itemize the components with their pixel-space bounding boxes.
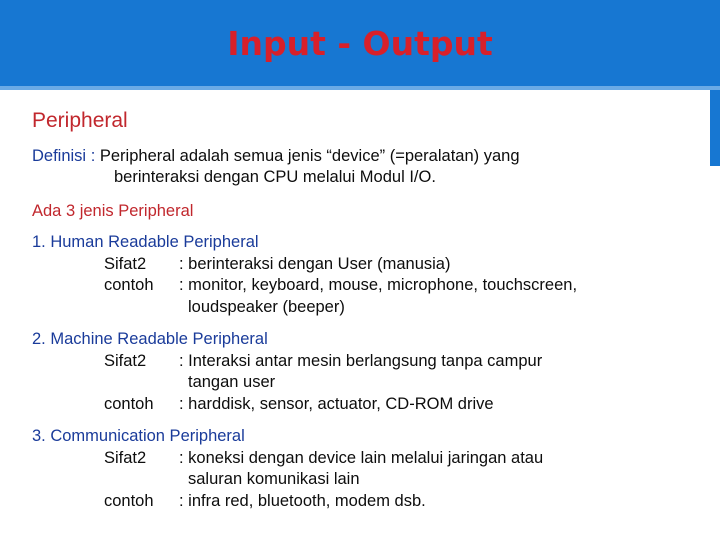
- peripheral-type-title: 3. Communication Peripheral: [32, 427, 245, 445]
- contoh-text: : infra red, bluetooth, modem dsb.: [179, 491, 426, 510]
- sifat-row: [32, 254, 702, 276]
- section-title: Peripheral: [32, 109, 128, 132]
- header-underline: [0, 86, 720, 90]
- sifat-row: [32, 448, 702, 491]
- sifat-text-cont: tangan user: [188, 373, 276, 391]
- peripheral-type-title: 2. Machine Readable Peripheral: [32, 330, 268, 348]
- sifat-text-cont: saluran komunikasi lain: [188, 470, 360, 488]
- contoh-row: [32, 394, 702, 416]
- sifat-row: [32, 351, 702, 394]
- contoh-text: : harddisk, sensor, actuator, CD-ROM drive: [179, 394, 494, 413]
- definition-line-2: berinteraksi dengan CPU melalui Modul I/O.: [114, 168, 436, 186]
- sifat-text: : berinteraksi dengan User (manusia): [179, 254, 451, 273]
- peripheral-type: [32, 329, 702, 415]
- peripheral-type: [32, 232, 702, 318]
- sifat-label: Sifat2: [104, 254, 147, 273]
- contoh-text-cont: loudspeaker (beeper): [188, 297, 345, 316]
- sifat-text: : Interaksi antar mesin berlangsung tanpa campur: [179, 351, 543, 370]
- contoh-label: contoh: [104, 276, 154, 294]
- right-accent-strip: [710, 90, 720, 166]
- peripheral-type-title: 1. Human Readable Peripheral: [32, 233, 259, 251]
- contoh-label: contoh: [104, 491, 154, 510]
- contoh-label: contoh: [104, 394, 154, 413]
- contoh-row: [32, 491, 702, 513]
- sifat-label: Sifat2: [104, 448, 147, 467]
- header-bar: [0, 0, 720, 90]
- slide-body: [32, 110, 702, 523]
- sifat-label: Sifat2: [104, 351, 147, 370]
- intro-text: Ada 3 jenis Peripheral: [32, 201, 194, 220]
- definition-separator: :: [86, 146, 100, 165]
- contoh-row: [32, 275, 702, 318]
- contoh-text: : monitor, keyboard, mouse, microphone, touchscreen,: [179, 276, 578, 294]
- definition-line-1: Peripheral adalah semua jenis “device” (=peralatan) yang: [99, 146, 520, 165]
- definition-term: Definisi: [32, 146, 87, 165]
- slide-title: Input - Output: [227, 24, 493, 63]
- definition-block: [32, 146, 702, 189]
- peripheral-type: [32, 426, 702, 512]
- sifat-text: : koneksi dengan device lain melalui jaringan atau: [179, 448, 544, 467]
